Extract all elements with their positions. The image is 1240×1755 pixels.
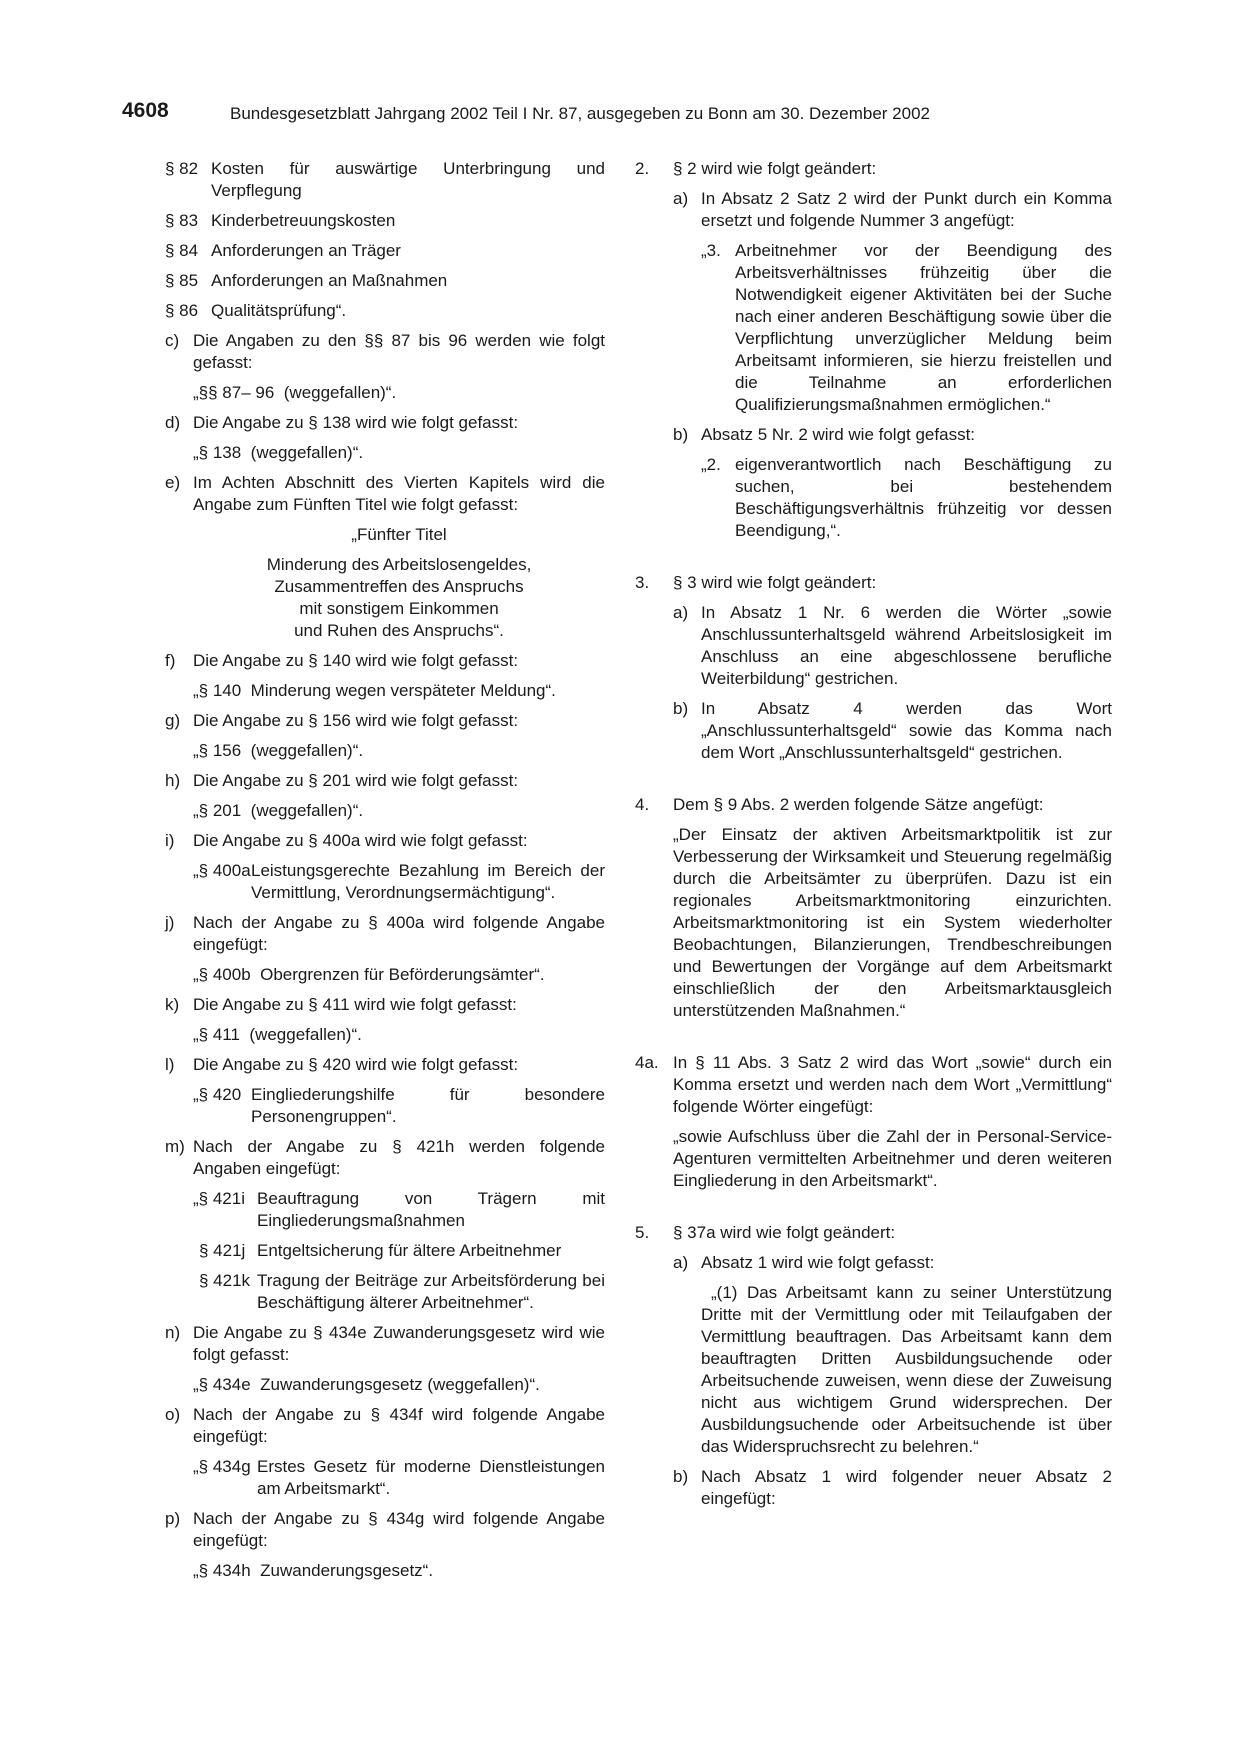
left-column xyxy=(165,158,605,1590)
quote-text: Leistungsgerechte Bezahlung im Bereich der Vermittlung, Verordnungsermächtigung“. xyxy=(251,861,605,902)
item-l xyxy=(165,1054,605,1076)
item-text: § 3 wird wie folgt geändert: xyxy=(673,573,877,592)
item-5a xyxy=(635,1252,1112,1274)
item-p xyxy=(165,1508,605,1552)
item-f-quote xyxy=(165,680,605,702)
item-label: a) xyxy=(673,603,689,622)
item-label: n) xyxy=(165,1323,181,1342)
item-k-quote xyxy=(165,1024,605,1046)
item-4a-quote: „sowie Aufschluss über die Zahl der in Personal-Service-Agenturen vermittelten Arbeitnehmer und deren weiteren Eingliederung in den Arbeitsmarkt“. xyxy=(673,1127,1112,1190)
item-5b xyxy=(635,1466,1112,1510)
quote-text: Zuwanderungsgesetz (weggefallen)“. xyxy=(260,1375,540,1394)
item-number: 3. xyxy=(635,573,650,592)
quote-number: „§ 400b xyxy=(193,965,251,984)
item-l-quote xyxy=(165,1084,605,1128)
quote-number: „§ 434h xyxy=(193,1561,251,1580)
item-number: 2. xyxy=(635,159,650,178)
quote-number: „§ 434e xyxy=(193,1375,251,1394)
item-2b xyxy=(635,424,1112,446)
title-line: mit sonstigem Einkommen xyxy=(299,599,499,618)
item-3a xyxy=(635,602,1112,690)
item-text: Nach der Angabe zu § 400a wird folgende Angabe eingefügt: xyxy=(193,913,605,954)
quote-text: Zuwanderungsgesetz“. xyxy=(260,1561,434,1580)
item-g xyxy=(165,710,605,732)
quote-number: „§ 420 xyxy=(193,1085,242,1104)
toc-number: § 84 xyxy=(165,241,199,260)
item-2b-quote xyxy=(635,454,1112,542)
item-m-quote-1 xyxy=(165,1188,605,1232)
item-4a xyxy=(635,1052,1112,1118)
item-2a-quote xyxy=(635,240,1112,416)
quote-text: (weggefallen)“. xyxy=(250,801,364,820)
toc-number: § 82 xyxy=(165,159,199,178)
toc-text: Qualitätsprüfung“. xyxy=(211,301,347,320)
item-label: j) xyxy=(165,913,175,932)
item-label: b) xyxy=(673,699,689,718)
toc-text: Kinderbetreuungskosten xyxy=(211,211,396,230)
item-label: c) xyxy=(165,331,180,350)
item-text: Die Angabe zu § 434e Zuwanderungsgesetz wird wie folgt gefasst: xyxy=(193,1323,605,1364)
item-c-quote xyxy=(165,382,605,404)
quote-number: „3. xyxy=(701,241,721,260)
quote-number: „§ 156 xyxy=(193,741,242,760)
item-e xyxy=(165,472,605,516)
item-3 xyxy=(635,572,1112,594)
toc-number: § 86 xyxy=(165,301,199,320)
toc-text: Anforderungen an Maßnahmen xyxy=(211,271,448,290)
item-text: Die Angabe zu § 138 wird wie folgt gefasst: xyxy=(193,413,519,432)
title-text xyxy=(165,554,605,642)
quote-number: „§ 138 xyxy=(193,443,242,462)
item-label: p) xyxy=(165,1509,181,1528)
item-text: Nach Absatz 1 wird folgender neuer Absatz 2 eingefügt: xyxy=(701,1467,1112,1508)
item-label: a) xyxy=(673,1253,689,1272)
quote-number: „§ 400a xyxy=(193,861,251,880)
quote-text: Minderung wegen verspäteter Meldung“. xyxy=(250,681,556,700)
item-text: In Absatz 1 Nr. 6 werden die Wörter „sowie Anschlussunterhaltsgeld während Arbeitslosigkeit im Anschluss an eine abgeschlossene berufliche Weiterbildung“ gestrichen. xyxy=(701,603,1112,688)
quote-number: „§ 421i xyxy=(193,1189,245,1208)
quote-text: Obergrenzen für Beförderungsämter“. xyxy=(260,965,545,984)
item-m-quote-3 xyxy=(165,1270,605,1314)
toc-number: § 85 xyxy=(165,271,199,290)
item-o xyxy=(165,1404,605,1448)
toc-number: § 83 xyxy=(165,211,199,230)
item-i-quote xyxy=(165,860,605,904)
item-n xyxy=(165,1322,605,1366)
item-text: § 37a wird wie folgt geändert: xyxy=(673,1223,896,1242)
quote-text: Beauftragung von Trägern mit Eingliederungsmaßnahmen xyxy=(257,1189,605,1230)
quote-text: Erstes Gesetz für moderne Dienstleistungen am Arbeitsmarkt“. xyxy=(257,1457,605,1498)
item-text: § 2 wird wie folgt geändert: xyxy=(673,159,877,178)
item-p-quote xyxy=(165,1560,605,1582)
item-text: Die Angabe zu § 201 wird wie folgt gefasst: xyxy=(193,771,519,790)
item-text: Die Angaben zu den §§ 87 bis 96 werden wie folgt gefasst: xyxy=(193,331,605,372)
item-text: In Absatz 2 Satz 2 wird der Punkt durch ein Komma ersetzt und folgende Nummer 3 angefügt: xyxy=(701,189,1112,230)
item-text: Absatz 1 wird wie folgt gefasst: xyxy=(701,1253,935,1272)
item-label: a) xyxy=(673,189,689,208)
item-i xyxy=(165,830,605,852)
quote-number: § 421k xyxy=(199,1271,251,1290)
quote-text: Tragung der Beiträge zur Arbeitsförderung bei Beschäftigung älterer Arbeitnehmer“. xyxy=(257,1271,605,1312)
item-j xyxy=(165,912,605,956)
toc-entry-83 xyxy=(165,210,605,232)
quote-text: (weggefallen)“. xyxy=(249,1025,362,1044)
quote-number: „§ 434g xyxy=(193,1457,251,1476)
toc-text: Kosten für auswärtige Unterbringung und Verpflegung xyxy=(211,159,605,200)
item-k xyxy=(165,994,605,1016)
item-text: In Absatz 4 werden das Wort „Anschlussunterhaltsgeld“ sowie das Komma nach dem Wort „Anschlussunterhaltsgeld“ gestrichen. xyxy=(701,699,1112,762)
item-5 xyxy=(635,1222,1112,1244)
item-j-quote xyxy=(165,964,605,986)
item-label: e) xyxy=(165,473,181,492)
toc-entry-84 xyxy=(165,240,605,262)
item-label: l) xyxy=(165,1055,175,1074)
item-text: Absatz 5 Nr. 2 wird wie folgt gefasst: xyxy=(701,425,976,444)
item-d xyxy=(165,412,605,434)
item-label: k) xyxy=(165,995,180,1014)
toc-entry-85 xyxy=(165,270,605,292)
item-text: Nach der Angabe zu § 434g wird folgende Angabe eingefügt: xyxy=(193,1509,605,1550)
item-3b xyxy=(635,698,1112,764)
item-5a-quote: „(1) Das Arbeitsamt kann zu seiner Unterstützung Dritte mit der Vermittlung oder mit Teilaufgaben der Vermittlung beauftragen. Das Arbeitsamt kann dem beauftragten Dritten Ausbildungsuchende oder Arbeitsuchende zuweisen, wenn diese der Zuweisung nicht aus wichtigem Grund widersprechen. Der Ausbildungsuchende oder Arbeitsuchende ist über das Widerspruchsrecht zu belehren.“ xyxy=(701,1283,1112,1456)
page-header xyxy=(122,100,1118,126)
item-text: Die Angabe zu § 420 wird wie folgt gefasst: xyxy=(193,1055,519,1074)
title-line: und Ruhen des Anspruchs“. xyxy=(294,621,504,640)
quote-number: § 421j xyxy=(199,1241,246,1260)
item-number: 4a. xyxy=(635,1053,659,1072)
quote-text: (weggefallen)“. xyxy=(250,741,364,760)
quote-number: „§§ 87– 96 xyxy=(193,383,275,402)
item-text: Die Angabe zu § 140 wird wie folgt gefasst: xyxy=(193,651,519,670)
item-f xyxy=(165,650,605,672)
item-text: Dem § 9 Abs. 2 werden folgende Sätze angefügt: xyxy=(673,795,1044,814)
toc-text: Anforderungen an Träger xyxy=(211,241,401,260)
item-label: m) xyxy=(165,1137,185,1156)
item-text: In § 11 Abs. 3 Satz 2 wird das Wort „sowie“ durch ein Komma ersetzt und werden nach dem Wort „Vermittlung“ folgende Wörter eingefügt: xyxy=(673,1053,1112,1116)
item-label: f) xyxy=(165,651,176,670)
right-column xyxy=(635,158,1112,1518)
quote-text: Eingliederungshilfe für besondere Personengruppen“. xyxy=(251,1085,605,1126)
title-heading: „Fünfter Titel xyxy=(351,525,447,544)
quote-text: Arbeitnehmer vor der Beendigung des Arbeitsverhältnisses frühzeitig über die Notwendigkeit eigener Aktivitäten bei der Suche nach einer anderen Beschäftigung sowie über die Verpflichtung unverzüglicher Meldung beim Arbeitsamt informieren, sie hierzu freistellen und die Teilnahme an erforderlichen Qualifizierungsmaßnahmen ermöglichen.“ xyxy=(735,241,1112,414)
running-title: Bundesgesetzblatt Jahrgang 2002 Teil I Nr. 87, ausgegeben zu Bonn am 30. Dezember 2002 xyxy=(230,104,930,123)
item-n-quote xyxy=(165,1374,605,1396)
item-label: b) xyxy=(673,1467,689,1486)
item-label: o) xyxy=(165,1405,181,1424)
quote-number: „§ 201 xyxy=(193,801,242,820)
quote-number: „§ 140 xyxy=(193,681,242,700)
item-label: d) xyxy=(165,413,181,432)
item-m-quote-2 xyxy=(165,1240,605,1262)
item-2a xyxy=(635,188,1112,232)
toc-entry-82 xyxy=(165,158,605,202)
title-line: Zusammentreffen des Anspruchs xyxy=(274,577,524,596)
quote-text: (weggefallen)“. xyxy=(250,443,364,462)
item-text: Nach der Angabe zu § 434f wird folgende Angabe eingefügt: xyxy=(193,1405,605,1446)
item-label: h) xyxy=(165,771,181,790)
item-label: b) xyxy=(673,425,689,444)
title-line: Minderung des Arbeitslosengeldes, xyxy=(266,555,532,574)
toc-entry-86 xyxy=(165,300,605,322)
item-o-quote xyxy=(165,1456,605,1500)
item-m xyxy=(165,1136,605,1180)
quote-number: „2. xyxy=(701,455,721,474)
item-text: Die Angabe zu § 156 wird wie folgt gefasst: xyxy=(193,711,519,730)
item-h xyxy=(165,770,605,792)
quote-text: eigenverantwortlich nach Beschäftigung zu suchen, bei bestehendem Beschäftigungsverhältnis frühzeitig vor dessen Beendigung,“. xyxy=(735,455,1112,540)
item-text: Die Angabe zu § 400a wird wie folgt gefasst: xyxy=(193,831,528,850)
item-number: 5. xyxy=(635,1223,650,1242)
quote-text: (weggefallen)“. xyxy=(283,383,397,402)
quote-text: Entgeltsicherung für ältere Arbeitnehmer xyxy=(257,1241,562,1260)
item-h-quote xyxy=(165,800,605,822)
quote-number: „§ 411 xyxy=(193,1025,240,1044)
item-4-quote: „Der Einsatz der aktiven Arbeitsmarktpolitik ist zur Verbesserung der Wirksamkeit und Steuerung regelmäßig durch die Arbeitsämter zu überprüfen. Dazu ist ein regionales Arbeitsmarktmonitoring einzurichten. Arbeitsmarktmonitoring ist ein System wiederholter Beobachtungen, Bilanzierungen, Trendbeschreibungen und Bewertungen der Vorgänge auf dem Arbeitsmarkt einschließlich der den Arbeitsmarktausgleich unterstützenden Maßnahmen.“ xyxy=(673,825,1112,1020)
item-2 xyxy=(635,158,1112,180)
item-label: i) xyxy=(165,831,175,850)
item-text: Im Achten Abschnitt des Vierten Kapitels wird die Angabe zum Fünften Titel wie folgt gefasst: xyxy=(193,473,605,514)
item-text: Die Angabe zu § 411 wird wie folgt gefasst: xyxy=(193,995,517,1014)
item-4 xyxy=(635,794,1112,816)
page-number: 4608 xyxy=(122,99,169,122)
item-c xyxy=(165,330,605,374)
item-g-quote xyxy=(165,740,605,762)
item-d-quote xyxy=(165,442,605,464)
item-number: 4. xyxy=(635,795,650,814)
item-text: Nach der Angabe zu § 421h werden folgende Angaben eingefügt: xyxy=(193,1137,605,1178)
item-label: g) xyxy=(165,711,181,730)
